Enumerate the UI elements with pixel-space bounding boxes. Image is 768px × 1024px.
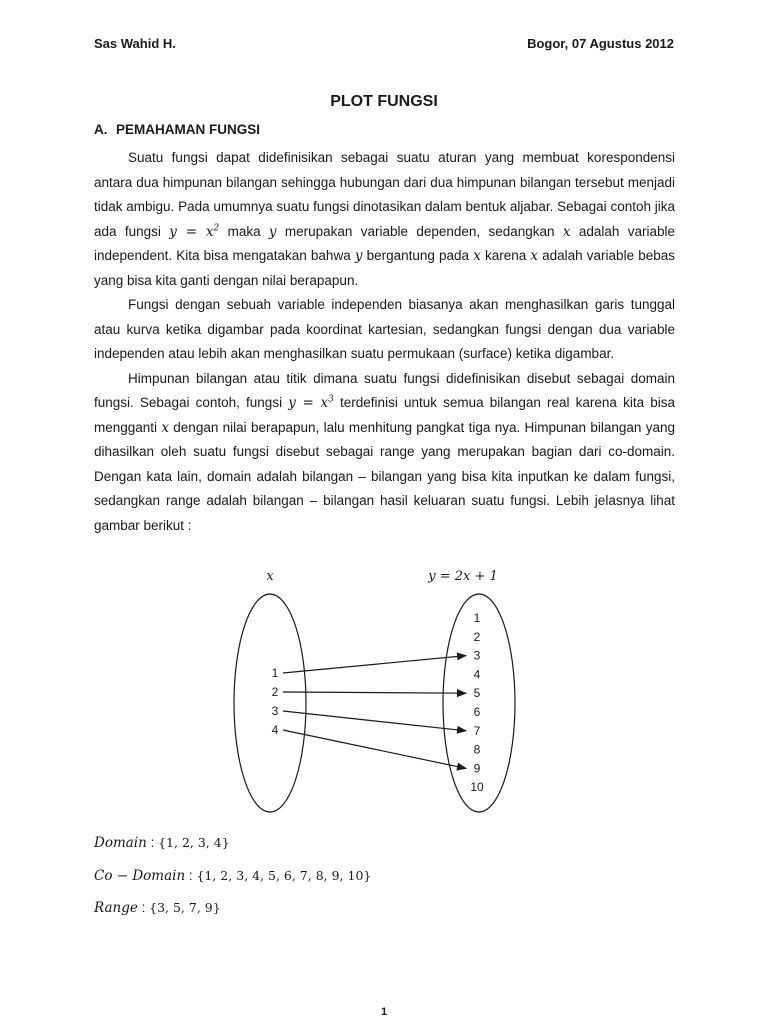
text-run: Himpunan bilangan atau titik dimana suatu fungsi didefinisikan disebut sebagai domain fungsi. Sebagai contoh, fungsi <box>94 370 675 410</box>
text-run: bergantung pada <box>362 248 474 263</box>
math-exponent: 2 <box>213 223 220 233</box>
codomain-label: Co − Domain <box>94 867 186 884</box>
math-base: y = x <box>288 395 329 411</box>
math-expression <box>288 395 334 411</box>
codomain-value-3: 3 <box>473 648 481 663</box>
domain-label: Domain <box>94 835 147 851</box>
text-run: adalah variable independent. Kita bisa mengatakan bahwa <box>94 223 675 263</box>
set-definitions <box>94 835 371 933</box>
page-header <box>94 36 674 56</box>
domain-ellipse <box>234 594 306 812</box>
codomain-set-label: y = 2x + 1 <box>428 569 498 584</box>
date-place: Bogor, 07 Agustus 2012 <box>527 36 674 51</box>
math-variable: x <box>530 248 538 264</box>
math-variable: x <box>562 223 571 240</box>
mapping-arrow-4-to-9 <box>283 730 466 768</box>
codomain-set: Co − Domain : {1, 2, 3, 4, 5, 6, 7, 8, 9, 10} <box>94 867 372 884</box>
codomain-value-10: 10 <box>470 780 484 795</box>
math-variable: y <box>268 223 277 240</box>
text-run: Suatu fungsi dapat didefinisikan sebagai suatu aturan yang membuat korespondensi antara dua himpunan bilangan sehingga hubungan dari dua himpunan bilangan tersebut menjadi tidak ambigu. Pada umumnya suatu fungsi dinotasikan dalam bentuk aljabar. Sebagai contoh jika ada fungsi <box>94 150 675 239</box>
section-number: A. <box>94 122 108 137</box>
math-base: y = x <box>169 223 214 240</box>
paragraph-3 <box>94 367 675 539</box>
range-value: {3, 5, 7, 9} <box>149 900 221 915</box>
text-run: adalah variable bebas yang bisa kita ganti dengan nilai berapapun. <box>94 248 675 288</box>
domain-value-4: 4 <box>271 723 279 737</box>
mapping-arrows <box>283 656 466 769</box>
codomain-value-2: 2 <box>473 629 481 644</box>
section-title: PEMAHAMAN FUNGSI <box>116 122 260 137</box>
text-run: karena <box>480 248 531 263</box>
mapping-arrow-1-to-3 <box>283 656 466 673</box>
math-variable: x <box>161 419 169 436</box>
domain-set: Domain : {1, 2, 3, 4} <box>94 835 230 851</box>
section-heading <box>94 122 260 137</box>
math-variable: y <box>354 248 363 264</box>
author-name: Sas Wahid H. <box>94 36 176 51</box>
text-run: maka <box>219 223 269 239</box>
codomain-value-9: 9 <box>473 761 481 776</box>
domain-value-2: 2 <box>271 685 279 699</box>
paragraph-1 <box>94 146 675 293</box>
math-exponent: 3 <box>328 394 334 405</box>
math-variable: x <box>473 248 481 264</box>
body-text <box>94 146 675 538</box>
codomain-value-4: 4 <box>473 667 481 682</box>
mapping-arrow-3-to-7 <box>283 711 466 731</box>
codomain-value-6: 6 <box>473 705 481 719</box>
domain-value-3: 3 <box>271 704 279 718</box>
function-mapping-diagram <box>200 560 560 820</box>
mapping-arrow-2-to-5 <box>283 692 466 693</box>
codomain-values <box>470 611 484 794</box>
text-run: terdefinisi untuk semua bilangan real karena kita bisa mengganti <box>94 395 675 435</box>
math-expression <box>169 224 219 240</box>
text-run: dengan nilai berapapun, lalu menhitung pangkat tiga nya. Himpunan bilangan yang dihasilkan oleh suatu fungsi disebut sebagai range yang merupakan bagian dari co-domain. Dengan kata lain, domain adalah bilangan – bilangan yang bisa kita inputkan ke dalam fungsi, sedangkan range adalah bilangan – bilangan hasil keluaran suatu fungsi. Lebih jelasnya lihat gambar berikut : <box>94 419 675 533</box>
domain-value: {1, 2, 3, 4} <box>158 835 230 850</box>
codomain-value-5: 5 <box>473 686 481 701</box>
range-set: Range : {3, 5, 7, 9} <box>94 900 221 916</box>
codomain-value-1: 1 <box>473 611 481 625</box>
domain-set-label: x <box>266 569 274 584</box>
codomain-value: {1, 2, 3, 4, 5, 6, 7, 8, 9, 10} <box>196 867 372 883</box>
range-label: Range <box>94 900 138 916</box>
domain-value-1: 1 <box>271 666 279 680</box>
page-number: 1 <box>380 1006 388 1018</box>
domain-values <box>272 666 279 737</box>
text-run: merupakan variable dependen, sedangkan <box>276 223 563 239</box>
page-title: PLOT FUNGSI <box>330 93 438 110</box>
codomain-value-7: 7 <box>473 723 481 738</box>
paragraph-2: Fungsi dengan sebuah variable independen biasanya akan menghasilkan garis tunggal atau kurva ketika digambar pada koordinat kartesian, sedangkan fungsi dengan dua variable independen atau lebih akan menghasilkan suatu permukaan (surface) ketika digambar. <box>94 297 675 361</box>
codomain-value-8: 8 <box>473 742 481 757</box>
